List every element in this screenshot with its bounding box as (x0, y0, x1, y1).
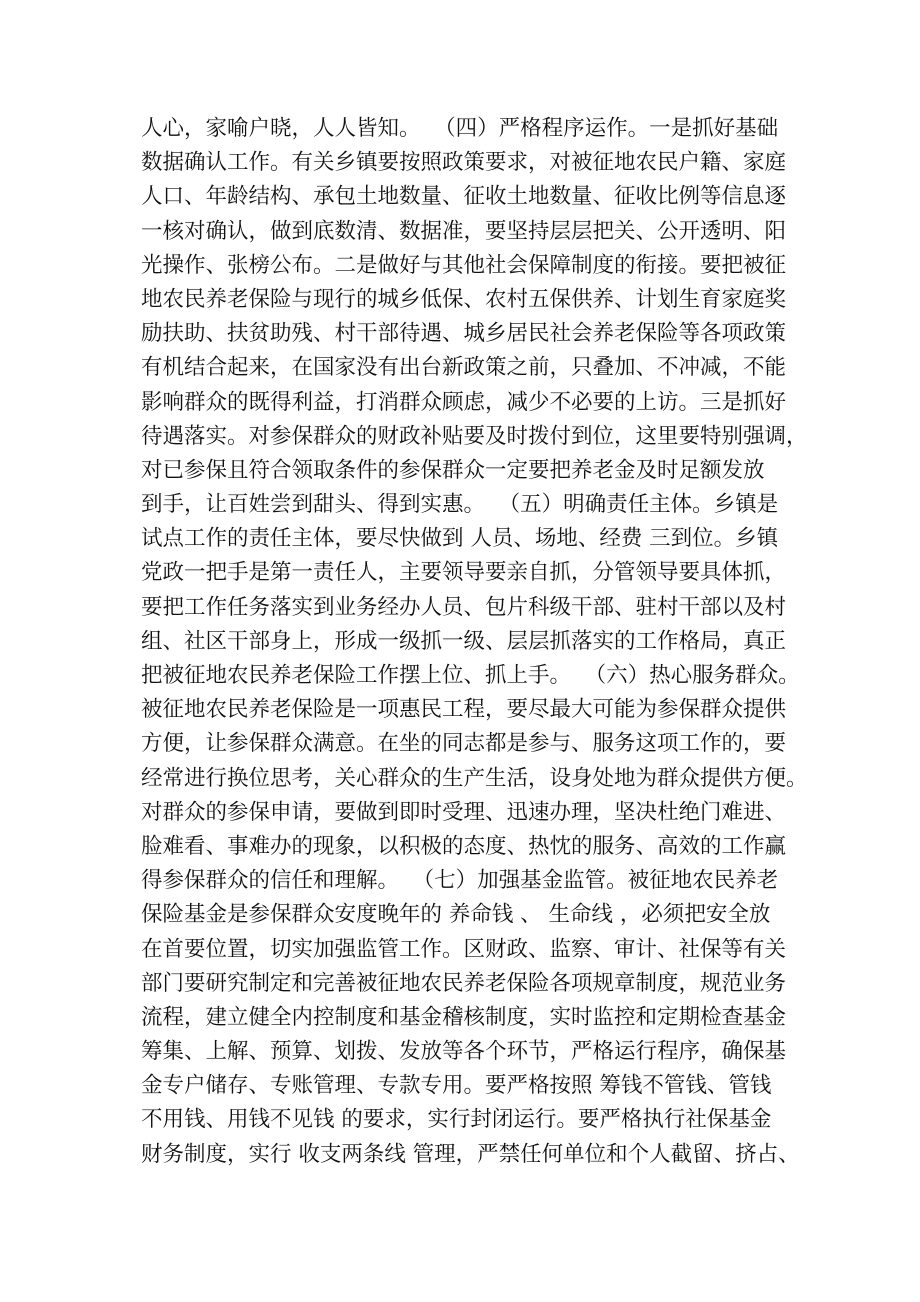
text-line: 要把工作任务落实到业务经办人员、包片科级干部、驻村干部以及村 (141, 594, 787, 620)
text-line: 对已参保且符合领取条件的参保群众一定要把养老金及时足额发放 (141, 457, 765, 483)
text-line: 有机结合起来，在国家没有出台新政策之前，只叠加、不冲减，不能 (141, 355, 787, 381)
text-line: 脸难看、事难办的现象，以积极的态度、热忱的服务、高效的工作赢 (141, 833, 787, 859)
text-line: 部门要研究制定和完善被征地农民养老保险各项规章制度，规范业务 (141, 970, 787, 996)
text-line: 党政一把手是第一责任人，主要领导要亲自抓，分管领导要具体抓， (141, 560, 787, 586)
text-line: 人心，家喻户晓，人人皆知。 （四）严格程序运作。一是抓好基础 (141, 116, 779, 141)
text-line: 被征地农民养老保险是一项惠民工程，要尽最大可能为参保群众提供 (141, 697, 787, 723)
text-line: 金专户储存、专账管理、专款专用。要严格按照 筹钱不管钱、管钱 (141, 1073, 772, 1099)
text-line: 在首要位置，切实加强监管工作。区财政、监察、审计、社保等有关 (141, 936, 787, 962)
text-line: 对群众的参保申请，要做到即时受理、迅速办理，坚决杜绝门难进、 (141, 799, 787, 825)
text-line: 经常进行换位思考，关心群众的生产生活，设身处地为群众提供方便。 (141, 765, 808, 791)
text-line: 保险基金是参保群众安度晚年的 养命钱 、 生命线 ，必须把安全放 (141, 902, 771, 928)
text-line: 财务制度，实行 收支两条线 管理，严禁任何单位和个人截留、挤占、 (141, 1141, 800, 1167)
text-line: 地农民养老保险与现行的城乡低保、农村五保供养、计划生育家庭奖 (141, 286, 787, 312)
text-line: 试点工作的责任主体，要尽快做到 人员、场地、经费 三到位。乡镇 (141, 526, 779, 552)
text-line: 光操作、张榜公布。二是做好与其他社会保障制度的衔接。要把被征 (141, 252, 787, 278)
text-line: 把被征地农民养老保险工作摆上位、抓上手。 （六）热心服务群众。 (141, 663, 800, 688)
text-line: 一核对确认，做到底数清、数据准，要坚持层层把关、公开透明、阳 (141, 218, 787, 244)
text-line: 到手，让百姓尝到甜头、得到实惠。 （五）明确责任主体。乡镇是 (141, 492, 779, 518)
body-text (141, 112, 808, 1172)
text-line: 组、社区干部身上，形成一级抓一级、层层抓落实的工作格局，真正 (141, 628, 787, 654)
text-line: 筹集、上解、预算、划拨、发放等各个环节，严格运行程序，确保基 (141, 1039, 787, 1065)
text-line: 影响群众的既得利益，打消群众顾虑，减少不必要的上访。三是抓好 (141, 389, 787, 415)
text-line: 不用钱、用钱不见钱 的要求，实行封闭运行。要严格执行社保基金 (141, 1107, 772, 1133)
text-line: 人口、年龄结构、承包土地数量、征收土地数量、征收比例等信息逐 (141, 184, 787, 210)
text-line: 数据确认工作。有关乡镇要按照政策要求，对被征地农民户籍、家庭 (141, 150, 787, 176)
text-line: 方便，让参保群众满意。在坐的同志都是参与、服务这项工作的，要 (141, 731, 787, 757)
text-line: 励扶助、扶贫助残、村干部待遇、城乡居民社会养老保险等各项政策 (141, 321, 787, 347)
text-line: 待遇落实。对参保群众的财政补贴要及时拨付到位，这里要特别强调， (141, 423, 808, 449)
text-line: 流程，建立健全内控制度和基金稽核制度，实时监控和定期检查基金 (141, 1004, 787, 1030)
text-line: 得参保群众的信任和理解。 （七）加强基金监管。被征地农民养老 (141, 868, 779, 894)
